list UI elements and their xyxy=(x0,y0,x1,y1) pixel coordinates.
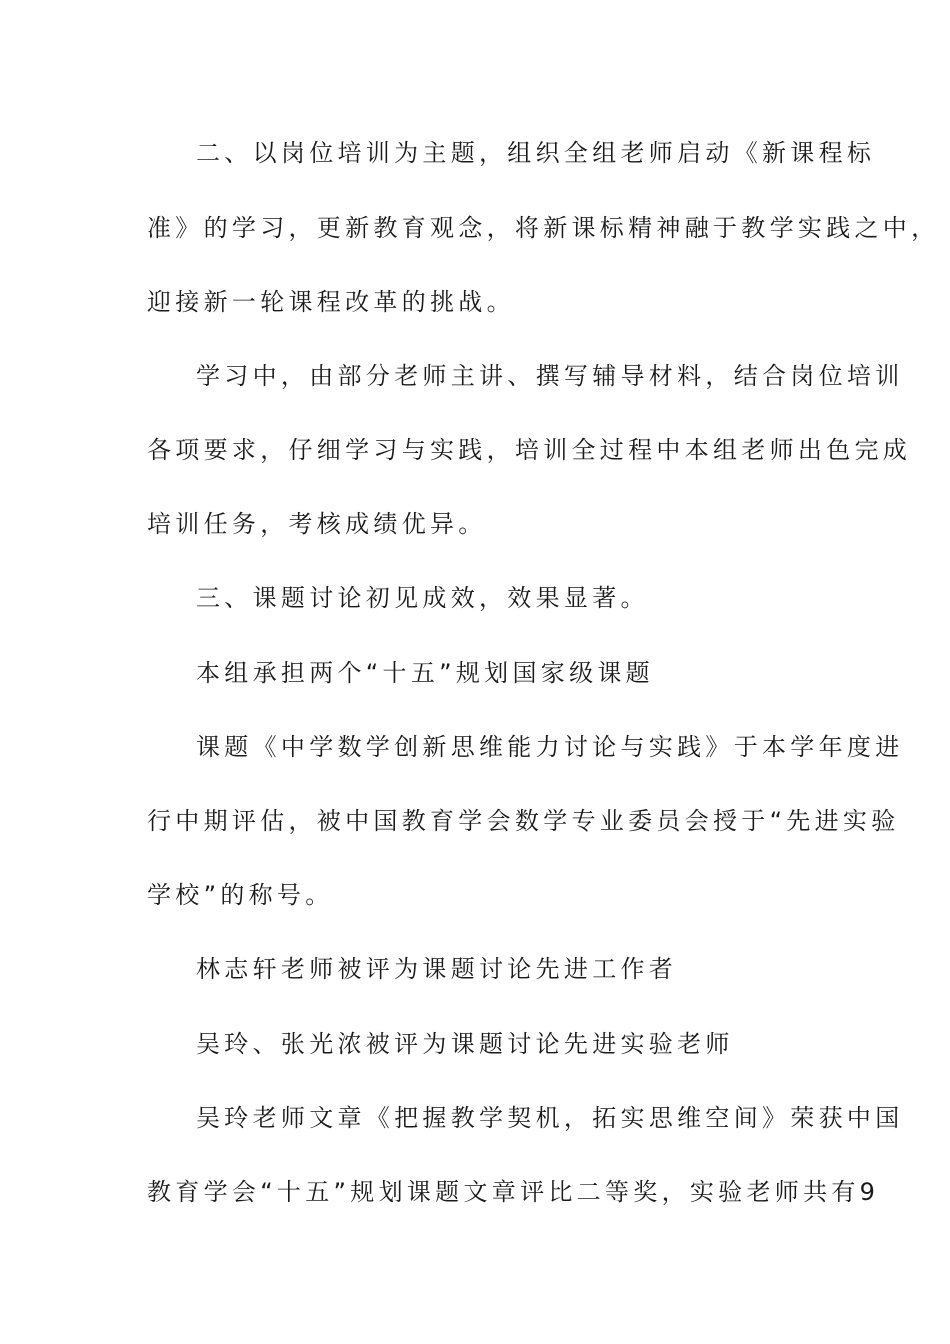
text-line: 教育学会“十五”规划课题文章评比二等奖，实验老师共有9 xyxy=(147,1178,880,1206)
text-line: 行中期评估，被中国教育学会数学专业委员会授于“先进实验 xyxy=(147,807,900,835)
text-line: 二、以岗位培训为主题，组织全组老师启动《新课程标 xyxy=(196,139,876,167)
text-line: 学习中，由部分老师主讲、撰写辅导材料，结合岗位培训 xyxy=(196,362,904,390)
section-heading: 三、课题讨论初见成效，效果显著。 xyxy=(196,584,649,612)
text-line: 学校”的称号。 xyxy=(147,881,334,909)
text-line: 培训任务，考核成绩优异。 xyxy=(147,510,487,538)
text-line: 林志轩老师被评为课题讨论先进工作者 xyxy=(196,955,678,983)
text-line: 吴玲老师文章《把握教学契机，拓实思维空间》荣获中国 xyxy=(196,1104,904,1132)
text-line: 迎接新一轮课程改革的挑战。 xyxy=(147,288,515,316)
text-line: 课题《中学数学创新思维能力讨论与实践》于本学年度进 xyxy=(196,733,904,761)
text-line: 本组承担两个“十五”规划国家级课题 xyxy=(196,659,654,687)
text-line: 准》的学习，更新教育观念，将新课标精神融于教学实践之中， xyxy=(147,214,940,242)
text-line: 吴玲、张光浓被评为课题讨论先进实验老师 xyxy=(196,1030,734,1058)
text-line: 各项要求，仔细学习与实践，培训全过程中本组老师出色完成 xyxy=(147,436,912,464)
